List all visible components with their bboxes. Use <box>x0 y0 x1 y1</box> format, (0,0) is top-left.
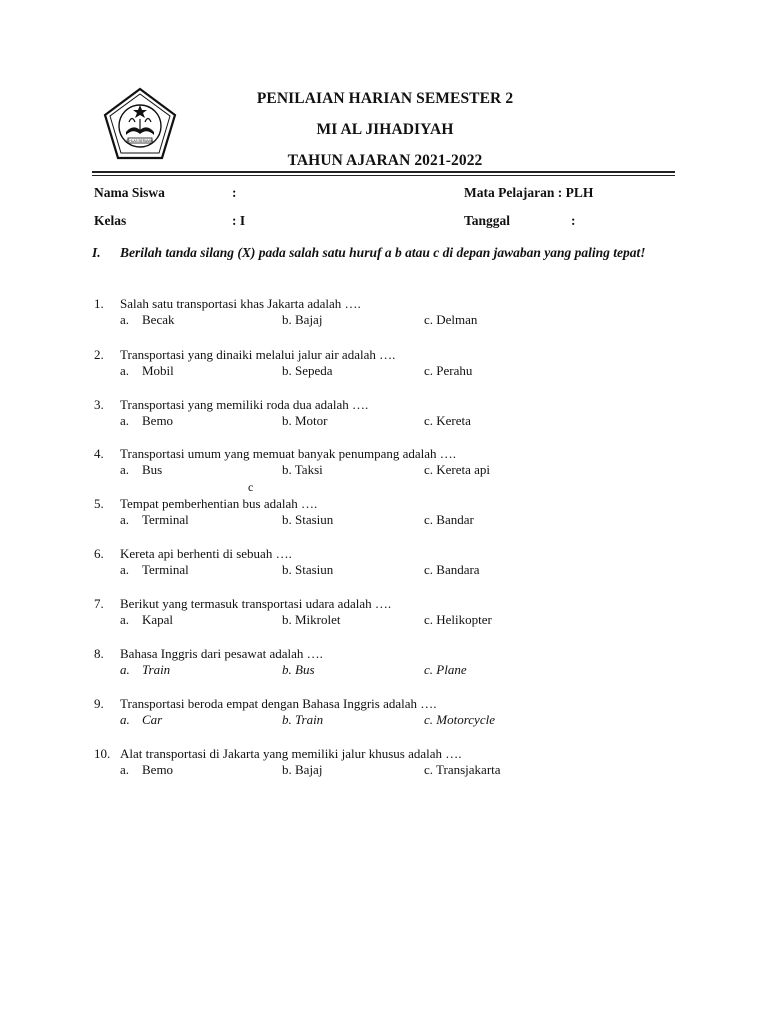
question-text: Tempat pemberhentian bus adalah …. <box>120 496 318 511</box>
header-divider-thick <box>92 171 675 173</box>
kemenag-emblem-icon <box>102 86 178 162</box>
option-a[interactable]: Terminal <box>142 512 189 527</box>
nama-siswa-label: Nama Siswa <box>94 185 165 200</box>
question-number: 2. <box>94 347 104 362</box>
option-c[interactable]: c. Perahu <box>424 363 473 378</box>
option-b[interactable]: b. Mikrolet <box>282 612 341 627</box>
stray-mark: c <box>248 480 254 494</box>
academic-year: TAHUN AJARAN 2021-2022 <box>287 152 483 169</box>
tanggal-label: Tanggal <box>464 213 511 228</box>
question-text: Bahasa Inggris dari pesawat adalah …. <box>120 646 323 661</box>
option-c[interactable]: c. Motorcycle <box>424 712 495 727</box>
question-text: Transportasi yang memiliki roda dua adalah …. <box>120 397 369 412</box>
instruction-text: Berilah tanda silang (X) pada salah satu huruf a b atau c di depan jawaban yang paling tepat! <box>120 245 646 260</box>
option-a-letter[interactable]: a. <box>120 312 130 327</box>
option-b[interactable]: b. Bus <box>282 662 315 677</box>
nama-siswa-field[interactable]: : <box>232 185 237 200</box>
option-a-letter[interactable]: a. <box>120 462 130 477</box>
school-name: MI AL JIHADIYAH <box>316 121 454 138</box>
option-a[interactable]: Bus <box>142 462 163 477</box>
option-a[interactable]: Becak <box>142 312 175 327</box>
question-number: 3. <box>94 397 104 412</box>
option-c[interactable]: c. Delman <box>424 312 478 327</box>
option-b[interactable]: b. Stasiun <box>282 512 334 527</box>
tanggal-field[interactable]: : <box>571 213 576 228</box>
question-text: Transportasi umum yang memuat banyak penumpang adalah …. <box>120 446 457 461</box>
option-a[interactable]: Car <box>142 712 163 727</box>
question-number: 6. <box>94 546 104 561</box>
option-b[interactable]: b. Bajaj <box>282 312 323 327</box>
option-a[interactable]: Mobil <box>142 363 174 378</box>
mata-pelajaran: Mata Pelajaran : PLH <box>464 185 594 200</box>
option-b[interactable]: b. Train <box>282 712 324 727</box>
question-text: Transportasi beroda empat dengan Bahasa Inggris adalah …. <box>120 696 437 711</box>
option-a-letter[interactable]: a. <box>120 562 130 577</box>
option-a[interactable]: Bemo <box>142 413 174 428</box>
question-number: 1. <box>94 296 104 311</box>
option-b[interactable]: b. Taksi <box>282 462 323 477</box>
kelas-label: Kelas <box>94 213 127 228</box>
question-text: Salah satu transportasi khas Jakarta adalah …. <box>120 296 361 311</box>
option-c[interactable]: c. Bandar <box>424 512 474 527</box>
instruction <box>92 244 674 262</box>
header-title: PENILAIAN HARIAN SEMESTER 2 <box>256 90 514 107</box>
option-a-letter[interactable]: a. <box>120 762 130 777</box>
option-b[interactable]: b. Motor <box>282 413 328 428</box>
option-a[interactable]: Kapal <box>142 612 174 627</box>
option-a-letter[interactable]: a. <box>120 413 130 428</box>
option-c[interactable]: c. Helikopter <box>424 612 492 627</box>
option-a-letter[interactable]: a. <box>120 662 130 677</box>
option-a[interactable]: Bemo <box>142 762 174 777</box>
option-b[interactable]: b. Stasiun <box>282 562 334 577</box>
option-c[interactable]: c. Transjakarta <box>424 762 501 777</box>
question-text: Transportasi yang dinaiki melalui jalur air adalah …. <box>120 347 396 362</box>
option-b[interactable]: b. Bajaj <box>282 762 323 777</box>
option-a-letter[interactable]: a. <box>120 363 130 378</box>
option-c[interactable]: c. Bandara <box>424 562 480 577</box>
option-a[interactable]: Terminal <box>142 562 189 577</box>
option-a[interactable]: Train <box>142 662 171 677</box>
option-b[interactable]: b. Sepeda <box>282 363 333 378</box>
question-number: 8. <box>94 646 104 661</box>
instruction-number: I. <box>92 245 101 260</box>
school-logo <box>102 86 178 162</box>
kelas-value: : I <box>232 213 246 228</box>
question-text: Kereta api berhenti di sebuah …. <box>120 546 292 561</box>
question-number: 9. <box>94 696 104 711</box>
option-c[interactable]: c. Kereta <box>424 413 471 428</box>
question-number: 4. <box>94 446 104 461</box>
question-text: Alat transportasi di Jakarta yang memiliki jalur khusus adalah …. <box>120 746 462 761</box>
option-c[interactable]: c. Plane <box>424 662 467 677</box>
option-a-letter[interactable]: a. <box>120 712 130 727</box>
option-a-letter[interactable]: a. <box>120 512 130 527</box>
option-a-letter[interactable]: a. <box>120 612 130 627</box>
option-c[interactable]: c. Kereta api <box>424 462 491 477</box>
question-number: 5. <box>94 496 104 511</box>
logo-motto: IKHLAS BERAMAL <box>126 139 154 143</box>
question-text: Berikut yang termasuk transportasi udara adalah …. <box>120 596 392 611</box>
question-number: 7. <box>94 596 104 611</box>
question-number: 10. <box>94 746 111 761</box>
header-divider-thin <box>92 175 675 176</box>
